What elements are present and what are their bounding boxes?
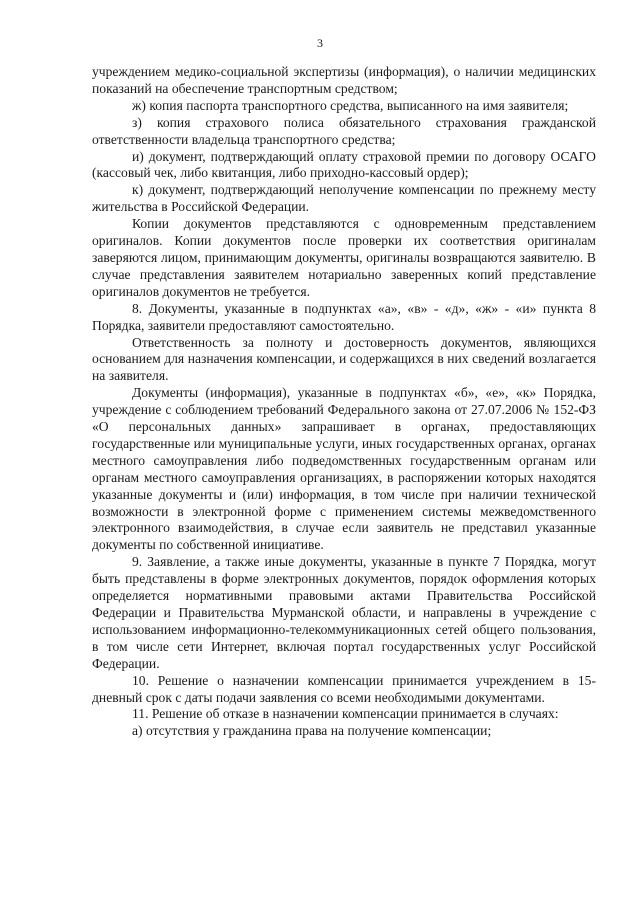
paragraph-requests: Документы (информация), указанные в подпунктах «б», «е», «к» Порядка, учреждение с соблюдением требований Федерального закона от 27.07.2006 № 152-ФЗ «О персональных данных» запрашивает в органах, предоставляющих государственные или муниципальные услуги, иных государственных органах, органах местного самоуправления либо подведомственных государственным органам или органам местного самоуправления организациях, в распоряжении которых находятся указанные документы и (или) информация, в том числе при наличии технической возможности в электронной форме с применением системы межведомственного электронного взаимодействия, в случае если заявитель не представил указанные документы по собственной инициативе. xyxy=(92,385,596,553)
paragraph-clause-11: 11. Решение об отказе в назначении компенсации принимается в случаях: xyxy=(132,706,559,722)
paragraph-clause-8: 8. Документы, указанные в подпунктах «а», «в» - «д», «ж» - «и» пункта 8 Порядка, заявители предоставляют самостоятельно. xyxy=(92,300,596,333)
document-body xyxy=(92,64,596,740)
paragraph-clause-9: 9. Заявление, а также иные документы, указанные в пункте 7 Порядка, могут быть представлены в форме электронных документов, порядок оформления которых определяется нормативными правовыми актами Правительства Российской Федерации и Правительства Мурманской области, и направлены в учреждение с использованием информационно-телекоммуникационных сетей общего пользования, в том числе сети Интернет, включая портал государственных услуг Российской Федерации. xyxy=(92,554,596,671)
page-number: 3 xyxy=(317,36,323,50)
paragraph-item-zh: ж) копия паспорта транспортного средства, выписанного на имя заявителя; xyxy=(132,97,569,113)
paragraph-item-z: з) копия страхового полиса обязательного страхования гражданской ответственности владельца транспортного средства; xyxy=(92,114,596,147)
paragraph-copies: Копии документов представляются с одновременным представлением оригиналов. Копии документов после проверки их соответствия оригиналам заверяются лицом, принимающим документы, оригиналы возвращаются заявителю. В случае представления заявителем нотариально заверенных копий представление оригиналов документов не требуется. xyxy=(92,216,596,299)
paragraph-item-i: и) документ, подтверждающий оплату страховой премии по договору ОСАГО (кассовый чек, либо квитанция, либо приходно-кассовый ордер); xyxy=(92,148,596,181)
paragraph-item-a: а) отсутствия у гражданина права на получение компенсации; xyxy=(132,723,492,739)
paragraph-continuation: учреждением медико-социальной экспертизы (информация), о наличии медицинских показаний на обеспечение транспортным средством; xyxy=(92,64,596,96)
paragraph-responsibility: Ответственность за полноту и достоверность документов, являющихся основанием для назначения компенсации, и содержащихся в них сведений возлагается на заявителя. xyxy=(92,334,596,384)
paragraph-item-k: к) документ, подтверждающий неполучение компенсации по прежнему месту жительства в Российской Федерации. xyxy=(92,182,596,215)
paragraph-clause-10: 10. Решение о назначении компенсации принимается учреждением в 15-дневный срок с даты подачи заявления со всеми необходимыми документами. xyxy=(92,672,596,705)
